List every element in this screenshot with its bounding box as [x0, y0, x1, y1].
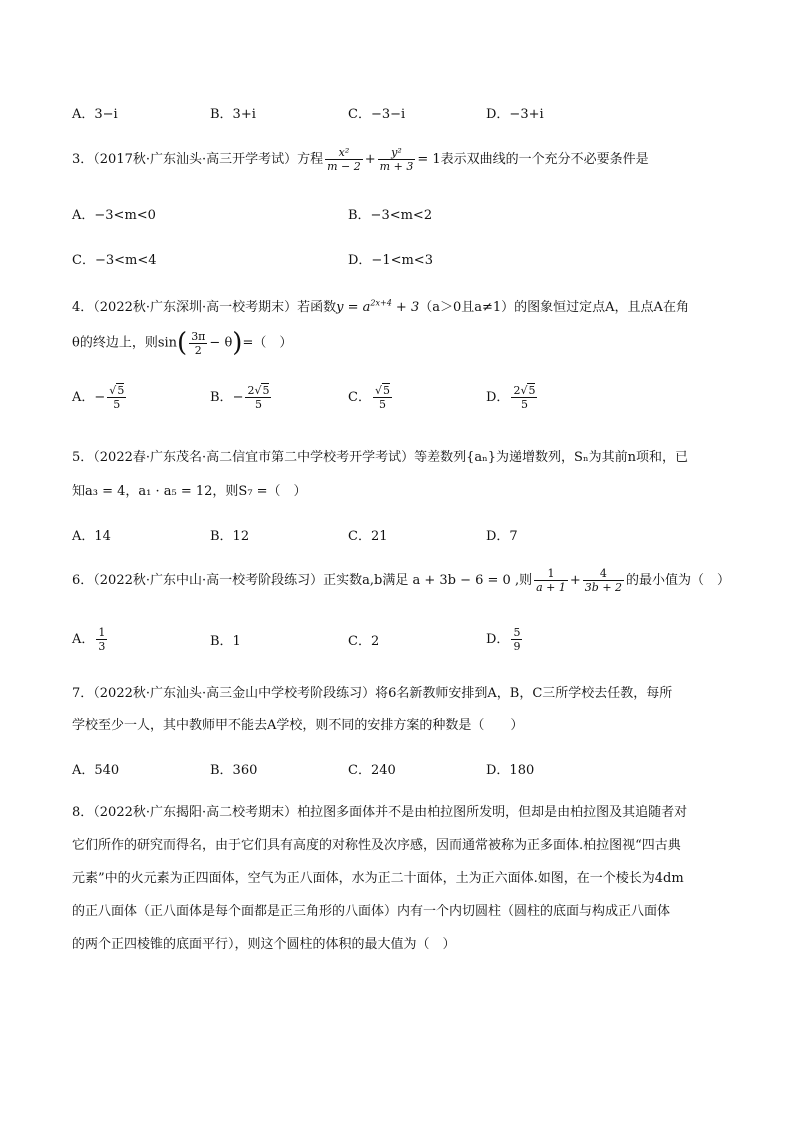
- q4-line2-prefix: θ的终边上，则: [72, 335, 158, 351]
- q4-option-d: D． $\frac{2√5}{5}$: [486, 384, 536, 411]
- q5-option-a: A．14: [72, 529, 111, 544]
- q3-fraction-2: $\frac{\text{y²}}{m + 3}$: [379, 146, 414, 173]
- q5-option-b: B．12: [210, 529, 250, 544]
- q3-stem: 3．（2017秋·广东汕头·高三开学考试）方程 $\frac{\text{x²}}{m - 2}$ + $\frac{\text{y²}}{m + 3}$ = 1表示双曲线的一个充分不必要条件是: [72, 146, 649, 173]
- q4-line2-suffix: =（ ）: [242, 335, 293, 351]
- q2-option-b: B．3+i: [210, 107, 256, 122]
- q6-suffix: 的最小值为（ ）: [626, 573, 731, 588]
- q4-option-c: C． $\frac{√5}{5}$: [348, 384, 390, 411]
- q7-option-d: D．180: [486, 763, 535, 778]
- q5-line2: 知a₃ = 4，a₁ · a₅ = 12，则S₇ =（ ）: [72, 484, 307, 499]
- q2-option-a: A．3−i: [72, 107, 118, 122]
- q6-option-a: A． $\frac{1}{3}$: [72, 626, 106, 653]
- q5-line1: 5．（2022春·广东茂名·高二信宜市第二中学校考开学考试）等差数列{aₙ}为递增数列，Sₙ为其前n项和，已: [72, 450, 688, 465]
- q8-line3: 元素”中的火元素为正四面体，空气为正八面体，水为正二十面体，土为正六面体.如图，在一个棱长为4dm: [72, 871, 684, 886]
- q8-line1: 8．（2022秋·广东揭阳·高二校考期末）柏拉图多面体并不是由柏拉图所发明，但却是由柏拉图及其追随者对: [72, 805, 688, 820]
- q6-fraction-1: $\frac{1}{a + 1}$: [536, 567, 566, 594]
- q4-line1: [72, 296, 689, 315]
- q5-option-c: C．21: [348, 529, 388, 544]
- q6-option-d: D． $\frac{5}{9}$: [486, 626, 521, 653]
- q4-fraction: $\frac{3\pi}{2}$: [191, 329, 206, 357]
- q6-option-c: C．2: [348, 634, 380, 649]
- q6-fraction-2: $\frac{4}{3b + 2}$: [584, 567, 623, 594]
- q4-line1-prefix: 4．（2022秋·广东深圳·高一校考期末）若函数: [72, 300, 337, 315]
- q4-line1-mid: （a＞0且a≠1）的图象恒过定点A，且点A在角: [419, 300, 689, 315]
- q6-stem: 6．（2022秋·广东中山·高一校考阶段练习）正实数a,b满足 a + 3b − 6 = 0 ,则 $\frac{1}{a + 1}$ + $\frac{4}{3b + 2}$ 的最小值为（ ）: [72, 567, 731, 594]
- q3-option-d: D．−1<m<3: [348, 253, 433, 268]
- q5-option-d: D．7: [486, 529, 518, 544]
- q7-line1: 7．（2022秋·广东汕头·高三金山中学校考阶段练习）将6名新教师安排到A，B，C三所学校去任教，每所: [72, 686, 673, 701]
- q8-line4: 的正八面体（正八面体是每个面都是正三角形的八面体）内有一个内切圆柱（圆柱的底面与构成正八面体: [72, 904, 671, 919]
- q4-option-a: A．− $\frac{√5}{5}$: [72, 384, 125, 411]
- q4-option-b: B．− $\frac{2√5}{5}$: [210, 384, 270, 411]
- q7-option-a: A．540: [72, 763, 120, 778]
- q3-fraction-1: $\frac{\text{x²}}{m - 2}$: [327, 146, 361, 173]
- q8-line5: 的两个正四棱锥的底面平行），则这个圆柱的体积的最大值为（ ）: [72, 937, 456, 952]
- q3-option-b: B．−3<m<2: [348, 208, 433, 223]
- q3-prefix: 3．（2017秋·广东汕头·高三开学考试）方程: [72, 152, 324, 167]
- q2-option-d: D．−3+i: [486, 107, 544, 122]
- q7-option-c: C．240: [348, 763, 396, 778]
- q6-prefix: 6．（2022秋·广东中山·高一校考阶段练习）正实数a,b满足 a + 3b − 6 = 0 ,则: [72, 573, 533, 588]
- q3-option-a: A．−3<m<0: [72, 208, 156, 223]
- q3-suffix: 表示双曲线的一个充分不必要条件是: [440, 152, 649, 167]
- q2-option-c: C．−3−i: [348, 107, 406, 122]
- q3-option-c: C．−3<m<4: [72, 253, 157, 268]
- q4-line2: θ的终边上，则sin( $\frac{3\pi}{2}$ − θ)=（ ）: [72, 328, 293, 358]
- q8-line2: 它们所作的研究而得名，由于它们具有高度的对称性及次序感，因而通常被称为正多面体.柏拉图视“四古典: [72, 838, 681, 853]
- q7-option-b: B．360: [210, 763, 258, 778]
- q6-option-b: B．1: [210, 634, 241, 649]
- q7-line2: 学校至少一人，其中教师甲不能去A学校，则不同的安排方案的种数是（ ）: [72, 718, 524, 733]
- q4-function: $y = a^{2x+4} + 3$: [336, 298, 420, 315]
